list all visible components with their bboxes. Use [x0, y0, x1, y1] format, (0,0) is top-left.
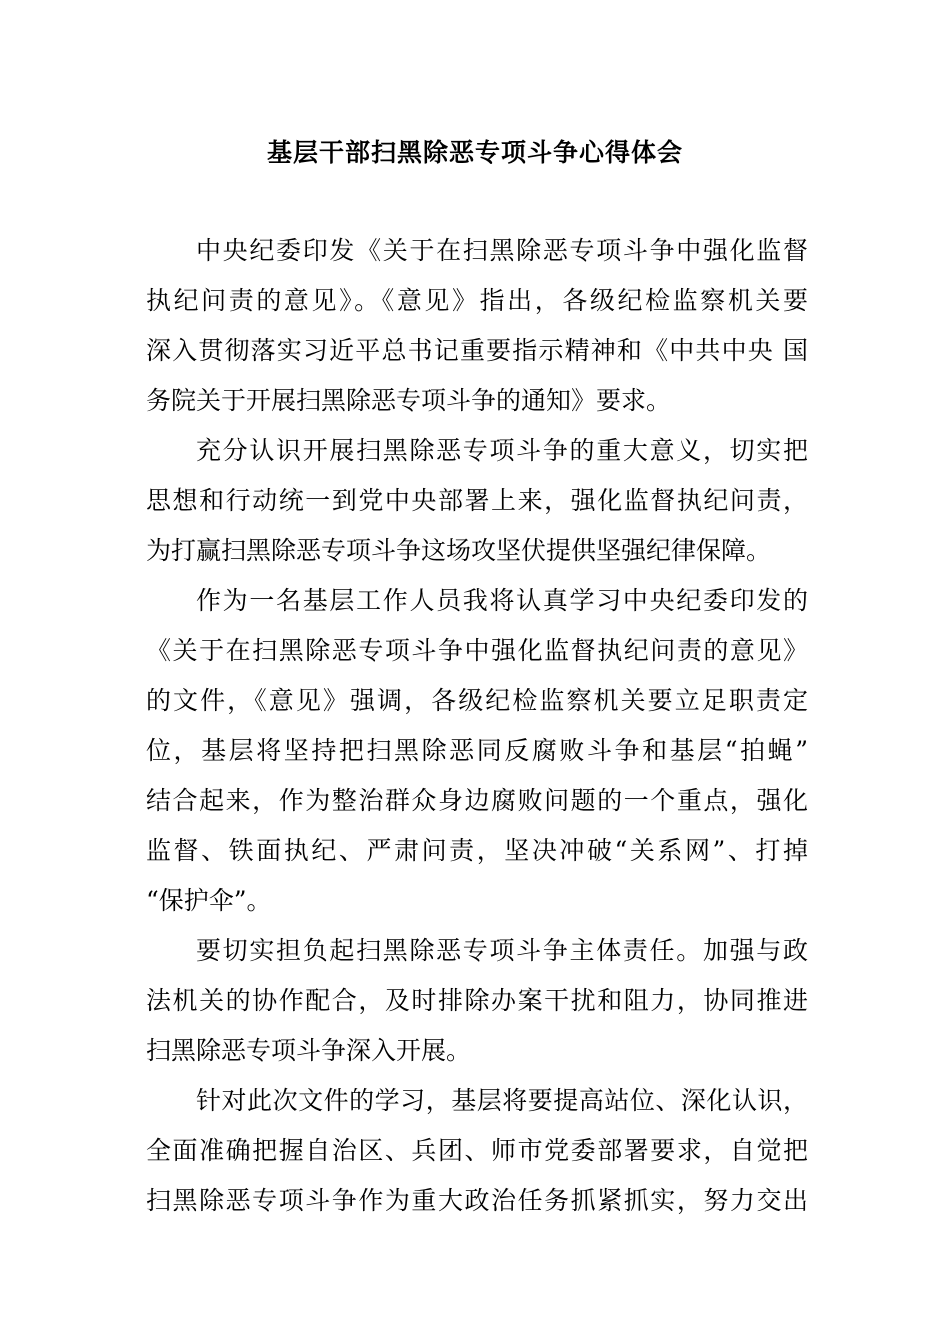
text-line: 结合起来，作为整治群众身边腐败问题的一个重点，强化 — [146, 786, 808, 815]
text-line: 执纪问责的意见》。《意见》指出，各级纪检监察机关要 — [146, 286, 808, 315]
text-line: “保护伞”。 — [146, 886, 272, 915]
text-line: 扫黑除恶专项斗争深入开展。 — [146, 1036, 472, 1065]
text-line: 的文件，《意见》强调，各级纪检监察机关要立足职责定 — [146, 686, 808, 715]
text-line: 监督、铁面执纪、严肃问责，坚决冲破“关系网”、打掉 — [146, 836, 808, 865]
text-line: 深入贯彻落实习近平总书记重要指示精神和《中共中央 国 — [146, 336, 808, 365]
text-line: 思想和行动统一到党中央部署上来，强化监督执纪问责， — [146, 486, 808, 515]
document-title: 基层干部扫黑除恶专项斗争心得体会 — [266, 138, 683, 167]
text-line: 针对此次文件的学习，基层将要提高站位、深化认识， — [196, 1086, 808, 1115]
text-line: 为打赢扫黑除恶专项斗争这场攻坚伏提供坚强纪律保障。 — [146, 536, 772, 565]
text-line: 作为一名基层工作人员我将认真学习中央纪委印发的 — [196, 586, 808, 615]
document-body — [146, 226, 808, 1226]
text-line: 位，基层将坚持把扫黑除恶同反腐败斗争和基层“拍蝇” — [146, 736, 808, 765]
text-line: 《关于在扫黑除恶专项斗争中强化监督执纪问责的意见》 — [146, 636, 808, 665]
text-line: 充分认识开展扫黑除恶专项斗争的重大意义，切实把 — [196, 436, 808, 465]
text-line: 要切实担负起扫黑除恶专项斗争主体责任。加强与政 — [196, 936, 808, 965]
text-line: 务院关于开展扫黑除恶专项斗争的通知》要求。 — [146, 386, 672, 415]
text-line: 法机关的协作配合，及时排除办案干扰和阻力，协同推进 — [146, 986, 808, 1015]
text-line: 中央纪委印发《关于在扫黑除恶专项斗争中强化监督 — [196, 236, 808, 265]
text-line: 扫黑除恶专项斗争作为重大政治任务抓紧抓实，努力交出 — [146, 1186, 808, 1215]
text-line: 全面准确把握自治区、兵团、师市党委部署要求，自觉把 — [146, 1136, 808, 1165]
